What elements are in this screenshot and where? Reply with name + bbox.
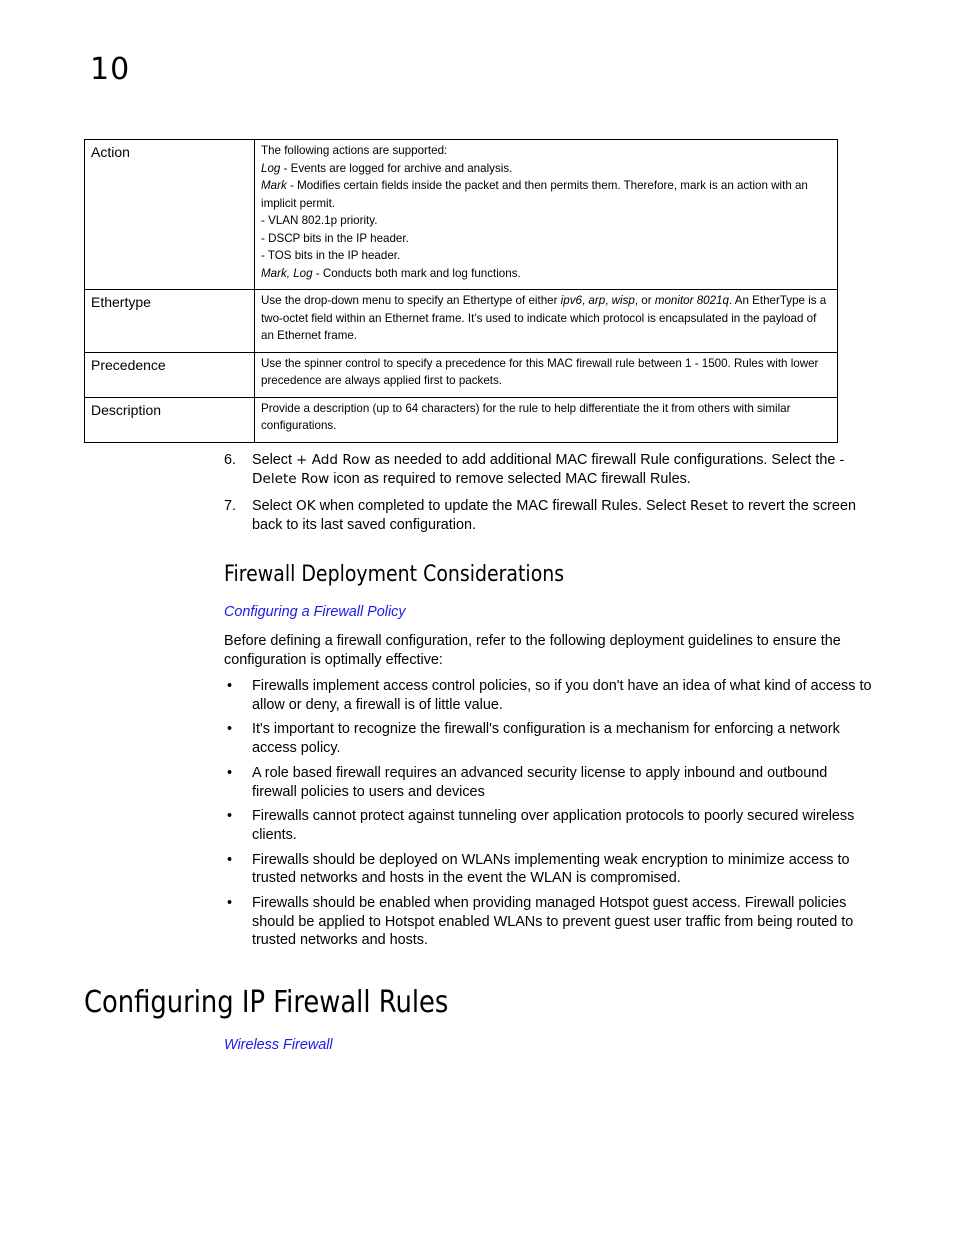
list-item-text: Firewalls should be enabled when providing managed Hotspot guest access. Firewall policies should be applied to Hotspot enabled WLANs to prevent guest user traffic from being routed to trusted networks and hosts. (252, 895, 854, 949)
italic-term: wisp (611, 294, 635, 307)
text-run: , or (634, 294, 655, 307)
text-run: Provide a description (up to 64 characters) for the rule to help differentiate the it from others with similar configurations. (261, 401, 791, 432)
text-run: - Events are logged for archive and analysis. (280, 161, 513, 175)
text-run: when completed to update the MAC firewall Rules. Select (315, 498, 690, 514)
text-run: , (605, 294, 612, 307)
parameter-description (255, 140, 838, 290)
procedure-steps (224, 451, 874, 543)
table-row (85, 397, 838, 442)
parameter-description (255, 352, 838, 397)
table-row (85, 140, 838, 290)
configuring-firewall-policy-link[interactable]: Configuring a Firewall Policy (224, 604, 406, 620)
italic-term: monitor 8021q (654, 294, 729, 307)
ui-control-name: OK (296, 498, 316, 514)
text-run: - Modifies certain fields inside the packet and then permits them. Therefore, mark is an action with an implicit permit. (261, 179, 808, 210)
list-item-text: Firewalls cannot protect against tunneling over application protocols to poorly secured wireless clients. (252, 808, 855, 843)
text-run: The following actions are supported: (261, 144, 448, 157)
text-run: - DSCP bits in the IP header. (261, 231, 409, 245)
description-line (261, 160, 831, 178)
text-run: to revert the screen back to its last saved configuration. (252, 498, 856, 533)
list-item (224, 677, 874, 714)
list-item (224, 851, 874, 888)
ui-control-name: + Add Row (296, 452, 371, 468)
table-row (85, 352, 838, 397)
bullet-icon: • (227, 895, 233, 912)
parameter-name: Description (85, 397, 255, 442)
list-item (224, 807, 874, 844)
bullet-icon: • (227, 808, 233, 825)
chapter-number: 10 (90, 52, 131, 87)
italic-term: Mark (261, 179, 287, 192)
text-run: icon as required to remove selected MAC firewall Rules. (329, 471, 691, 487)
description-line (261, 142, 831, 160)
bullet-icon: • (227, 678, 233, 694)
text-run: , (581, 294, 589, 307)
text-run: . An EtherType is a two-octet field within an Ethernet frame. It’s used to indicate which protocol is encapsulated in the payload of an Ethernet frame. (261, 294, 827, 342)
text-run: Select (252, 452, 296, 468)
text-run: as needed to add additional MAC firewall Rule configurations. Select the (370, 452, 840, 468)
step-number: 6. (224, 452, 237, 468)
ui-control-name: Reset (689, 498, 728, 514)
description-line (261, 292, 831, 345)
section-heading: Firewall Deployment Considerations (224, 562, 565, 587)
parameter-name: Ethertype (85, 290, 255, 353)
parameter-description (255, 397, 838, 442)
text-run: - Conducts both mark and log functions. (312, 266, 521, 280)
guideline-list (224, 677, 874, 956)
parameter-name: Precedence (85, 352, 255, 397)
text-run: Use the drop-down menu to specify an Ethertype of either (261, 294, 561, 307)
italic-term: arp (588, 294, 606, 307)
list-item (224, 894, 874, 950)
text-run: - VLAN 802.1p priority. (261, 214, 378, 227)
ui-control-name: - Delete Row (252, 452, 845, 487)
parameter-table (84, 139, 838, 443)
text-run: Select (252, 498, 296, 514)
bullet-icon: • (227, 721, 233, 738)
list-item (224, 720, 874, 757)
list-item (224, 764, 874, 801)
text-run: - TOS bits in the IP header. (261, 249, 401, 262)
list-item-text: Firewalls should be deployed on WLANs implementing weak encryption to minimize access to trusted networks and hosts in the event the WLAN is compromised. (252, 851, 850, 887)
list-item-text: Firewalls implement access control policies, so if you don't have an idea of what kind of access to allow or deny, a firewall is of little value. (252, 678, 872, 713)
italic-term: ipv6 (560, 294, 582, 307)
wireless-firewall-link[interactable]: Wireless Firewall (224, 1037, 333, 1053)
description-line (261, 177, 831, 212)
text-run: Use the spinner control to specify a precedence for this MAC firewall rule between 1 - 1500. Rules with lower precedence are always applied first to packets. (261, 356, 819, 387)
bullet-icon: • (227, 764, 233, 781)
table-row (85, 290, 838, 353)
parameter-name: Action (85, 140, 255, 290)
procedure-step (224, 451, 874, 489)
description-line (261, 247, 831, 265)
section-intro: Before defining a firewall configuration, refer to the following deployment guidelines to ensure the configuration is optimally effective: (224, 633, 841, 668)
procedure-step (224, 497, 874, 535)
italic-term: Mark, Log (261, 266, 313, 280)
list-item-text: It's important to recognize the firewall's configuration is a mechanism for enforcing a network access policy. (252, 721, 840, 757)
description-line (261, 212, 831, 230)
parameter-description (255, 290, 838, 353)
italic-term: Log (261, 161, 281, 175)
list-item-text: A role based firewall requires an advanced security license to apply inbound and outbound firewall policies to users and devices (252, 764, 828, 800)
step-number: 7. (224, 498, 237, 514)
description-line (261, 355, 831, 390)
major-heading: Configuring IP Firewall Rules (84, 985, 449, 1020)
bullet-icon: • (227, 851, 233, 868)
description-line (261, 230, 831, 248)
description-line (261, 400, 831, 435)
description-line (261, 265, 831, 283)
